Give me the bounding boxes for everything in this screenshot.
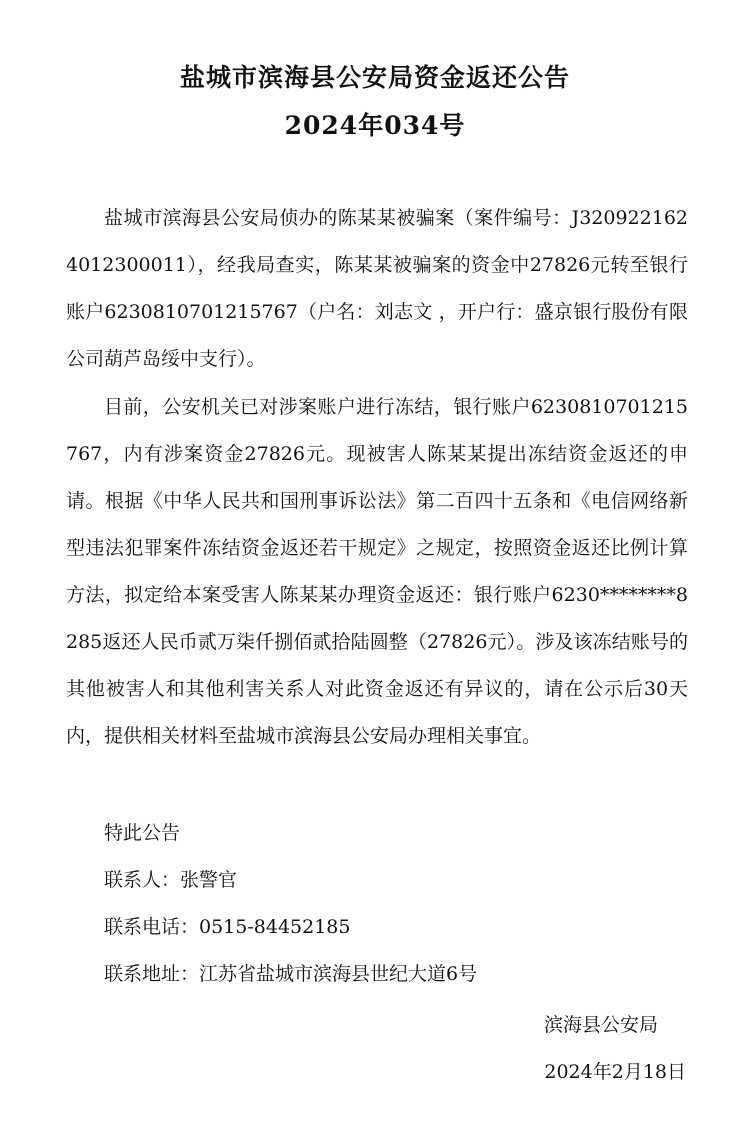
contact-phone: 联系电话：0515-84452185 [104,916,351,938]
document-number: 2024年034号 [284,111,466,140]
contact-person: 联系人：张警官 [104,869,238,891]
document-title: 盐城市滨海县公安局资金返还公告 [179,63,570,92]
paragraph-case-summary: 盐城市滨海县公安局侦办的陈某某被骗案（案件编号：J3209221624012300011），经我局查实，陈某某被骗案的资金中27826元转至银行账户6230810701215767（户名：刘志文 ，开户行：盛京银行股份有限公司葫芦岛绥中支行）。 [66,207,688,370]
closing-text: 特此公告 [104,822,181,844]
paragraph-refund-notice: 目前，公安机关已对涉案账户进行冻结，银行账户6230810701215767，内有涉案资金27826元。现被害人陈某某提出冻结资金返还的申请。根据《中华人民共和国刑事诉讼法》第二百四十五条和《电信网络新型违法犯罪案件冻结资金返还若干规定》之规定，按照资金返还比例计算方法，拟定给本案受害人陈某某办理资金返还：银行账户6230********8285返还人民币贰万柒仟捌佰贰拾陆圆整（27826元）。涉及该冻结账号的其他被害人和其他利害关系人对此资金返还有异议的，请在公示后30天内，提供相关材料至盐城市滨海县公安局办理相关事宜。 [66,396,688,747]
issuer-name: 滨海县公安局 [543,1014,658,1036]
contact-address: 联系地址：江苏省盐城市滨海县世纪大道6号 [104,963,478,985]
issue-date: 2024年2月18日 [544,1061,686,1083]
